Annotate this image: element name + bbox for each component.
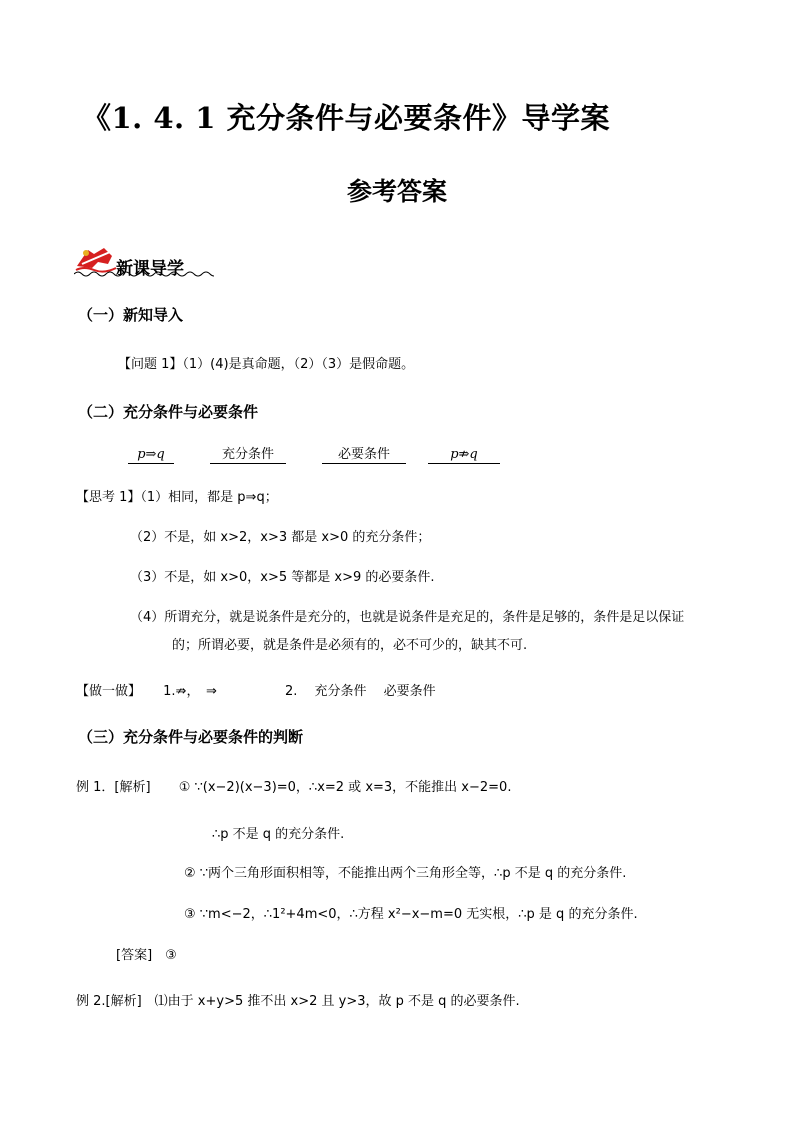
think-3: （3）不是，如 x>0，x>5 等都是 x>9 的必要条件. bbox=[130, 570, 435, 585]
example-1-step-3: ③ ∵m<−2，∴1²+4m<0，∴方程 x²−x−m=0 无实根，∴p 是 q 的充分条件. bbox=[184, 907, 638, 922]
think-4-line1: （4）所谓充分，就是说条件是充分的，也就是说条件是充足的，条件是足够的，条件是足以保证 bbox=[130, 610, 685, 625]
blank-2: 充分条件 bbox=[210, 443, 286, 464]
part1-heading: （一）新知导入 bbox=[78, 306, 184, 324]
do-it-answer-1: 1.⇏， ⇒ bbox=[163, 684, 217, 699]
blank-4: p⇏q bbox=[428, 447, 500, 464]
think-label: 【思考 1】 bbox=[76, 490, 141, 505]
blank-3: 必要条件 bbox=[322, 443, 406, 464]
question-1: 【问题 1】（1）(4)是真命题，（2）（3）是假命题。 bbox=[118, 357, 415, 372]
document-subtitle: 参考答案 bbox=[346, 177, 447, 206]
example-2: 例 2.[解析] ⑴由于 x+y>5 推不出 x>2 且 y>3，故 p 不是 q 的必要条件. bbox=[76, 994, 520, 1009]
example-1-step-1-conclusion: ∴p 不是 q 的充分条件. bbox=[212, 827, 345, 842]
think-1-text: （1）相同，都是 p⇒q； bbox=[140, 490, 278, 505]
document-title: 《1. 4. 1 充分条件与必要条件》导学案 bbox=[82, 101, 611, 135]
part3-heading: （三）充分条件与必要条件的判断 bbox=[78, 728, 304, 746]
wavy-underline bbox=[74, 270, 214, 278]
example-1-answer: [答案] ③ bbox=[116, 948, 177, 963]
example-1-row bbox=[76, 776, 511, 795]
part2-heading: （二）充分条件与必要条件 bbox=[78, 403, 259, 421]
do-it-row bbox=[76, 680, 436, 699]
example-1-step-1: ① ∵(x−2)(x−3)=0，∴x=2 或 x=3，不能推出 x−2=0. bbox=[178, 780, 512, 795]
example-1-step-2: ② ∵两个三角形面积相等，不能推出两个三角形全等，∴p 不是 q 的充分条件. bbox=[184, 866, 627, 881]
think-4-line2: 的；所谓必要，就是条件是必须有的，必不可少的，缺其不可. bbox=[172, 638, 528, 653]
do-it-answer-2: 2. 充分条件 必要条件 bbox=[285, 684, 436, 699]
think-2: （2）不是，如 x>2，x>3 都是 x>0 的充分条件； bbox=[130, 530, 431, 545]
blank-row bbox=[128, 443, 500, 464]
do-it-label: 【做一做】 bbox=[76, 684, 142, 699]
think-1-line1 bbox=[76, 486, 278, 505]
blank-1: p⇒q bbox=[128, 447, 174, 464]
example-1-label: 例 1．[解析] bbox=[76, 780, 151, 795]
section-tag-label: 新课导学 bbox=[116, 259, 184, 279]
section-tag bbox=[74, 244, 214, 278]
